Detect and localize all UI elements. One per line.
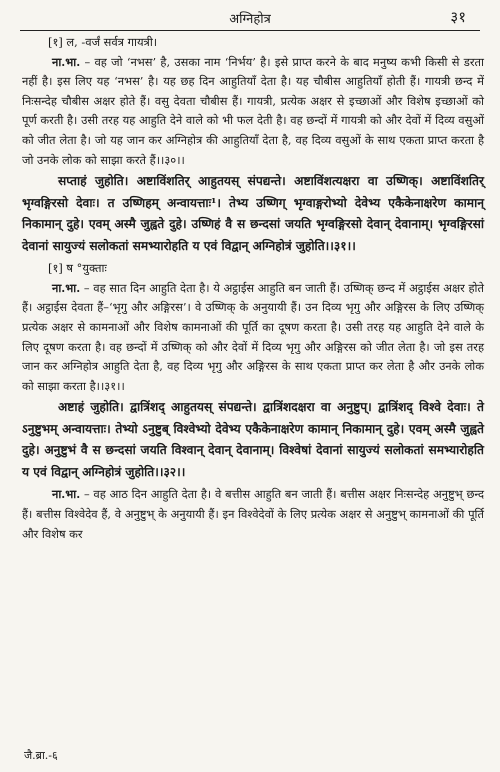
sanskrit-verse: अष्टाहं जुहोति। द्वात्रिंशद् आहुतयस् संपद्यन्ते। द्वात्रिंशदक्षरा वा अनुष्टुप्। द्वात्रिंशद् विश्वे देवाः। ते ऽनुष्टुभम् अन्वायत्ताः। तेभ्यो ऽनुष्टुब् विश्वेभ्यो देवेभ्य एकैकेनाक्षरेण कामान् निकामान् दुहे। एवम् अस्मै जुह्वते दुहे। अनुष्टुभं वै स छन्दसां जयति विश्वान् देवान् देवानाम्। विश्वेषां देवानां सायुज्यं सलोकतां समभ्यारोहति य एवं विद्वान् अग्निहोत्रं जुहोति।।३२।। bbox=[22, 400, 484, 479]
sanskrit-verse: सप्ताहं जुहोति। अष्टाविंशतिर् आहुतयस् संपद्यन्ते। अष्टाविंशत्यक्षरा वा उष्णिक्। अष्टाविंशतिर् भृग्वङ्गिरसो देवाः। त उष्णिहम् अन्वायत्ताः¹। तेभ्य उष्णिग् भृग्वाङ्गरोभ्यो देवेभ्य एकैकेनाक्षरेण कामान् निकामान् दुहे। एवम् अस्मै जुह्वते दुहे। उष्णिहं वै स छन्दसां जयति भृग्वङ्गिरसो देवान् देवानाम्। भृग्वङ्गिरसां देवानां सायुज्यं सलोकतां समभ्यारोहति य एवं विद्वान् अग्निहोत्रं जुहोति।।३१।। bbox=[22, 174, 484, 253]
translation-paragraph bbox=[22, 485, 484, 544]
footnote: [१] ल, -वर्जं सर्वत्र गायत्री। bbox=[48, 35, 158, 49]
footnote: [१] ष °युक्ताः bbox=[48, 261, 107, 276]
translation-paragraph bbox=[22, 279, 484, 397]
page-body bbox=[22, 33, 484, 544]
translation-text: – वह आठ दिन आहुति देता है। वे बत्तीस आहुति बन जाती हैं। बत्तीस अक्षर निःसन्देह अनुष्टुभ् छन्द हैं। बत्तीस विश्वेदेव हैं, वे अनुष्टुभ् के अनुयायी हैं। इन विश्वेदेवों के लिए प्रत्येक अक्षर से अनुष्टुभ् कामनाओं की पूर्ति और विशेष कर bbox=[22, 487, 484, 541]
printer-signature: जै.ब्रा.-६ bbox=[24, 749, 58, 762]
translation-text: – वह जो ‘नभस’ है, उसका नाम ‘निर्भय’ है। इसे प्राप्त करने के बाद मनुष्य कभी किसी से डरता नहीं है। इस लिए यह ‘नभस’ है। यह छह दिन आहुतियाँ देता है। यह चौबीस आहुतियाँ होती हैं। गायत्री छन्द में निःसन्देह चौबीस अक्षर होते हैं। वसु देवता चौबीस हैं। गायत्री, प्रत्येक अक्षर से इच्छाओं और विशेष इच्छाओं को पूर्ण करती है। उसी तरह यह आहुति देने वाले को भी फल देती है। वह छन्दों में गायत्री को और देवों में दिव्य वसुओं को जीत लेता है। जो यह जान कर अग्निहोत्र की आहुतियाँ देता है, वह दिव्य वसुओं के साथ एकता प्राप्त करता है जो उनके लोक को साझा करते हैं।।३०।। bbox=[22, 54, 484, 167]
page-header bbox=[20, 4, 480, 30]
page-number: ३१ bbox=[450, 8, 466, 26]
translation-text: – वह सात दिन आहुति देता है। ये अट्ठाईस आहुति बन जाती हैं। उष्णिक् छन्द में अट्ठाईस अक्षर होते हैं। अट्ठाईस देवता हैं–‘भृगु और अङ्गिरस’। वे उष्णिक् के अनुयायी हैं। उन दिव्य भृगु और अङ्गिरस के लिए उष्णिक् प्रत्येक अक्षर से कामनाओं और विशेष कामनाओं की पूर्ति का दूषण करता है। उसी तरह यह आहुति देने वाले के लिए दूषण करता है। वह छन्दों में उष्णिक् को और देवों में दिव्य भृगु और अङ्गिरस को जीत लेता है। जो इस तरह जान कर अग्निहोत्र आहुति देता है, वह दिव्य भृगु और अङ्गिरस के साथ एकता प्राप्त कर लेता है और उनके लोक को साझा करता है।।३१।। bbox=[22, 280, 484, 393]
translation-lead: ना.भा. bbox=[52, 487, 81, 502]
translation-lead: ना.भा. bbox=[52, 280, 81, 295]
translation-paragraph bbox=[22, 53, 484, 171]
translation-lead: ना.भा. bbox=[52, 54, 81, 69]
header-rule bbox=[20, 30, 480, 31]
running-title: अग्निहोत्र bbox=[229, 12, 271, 27]
